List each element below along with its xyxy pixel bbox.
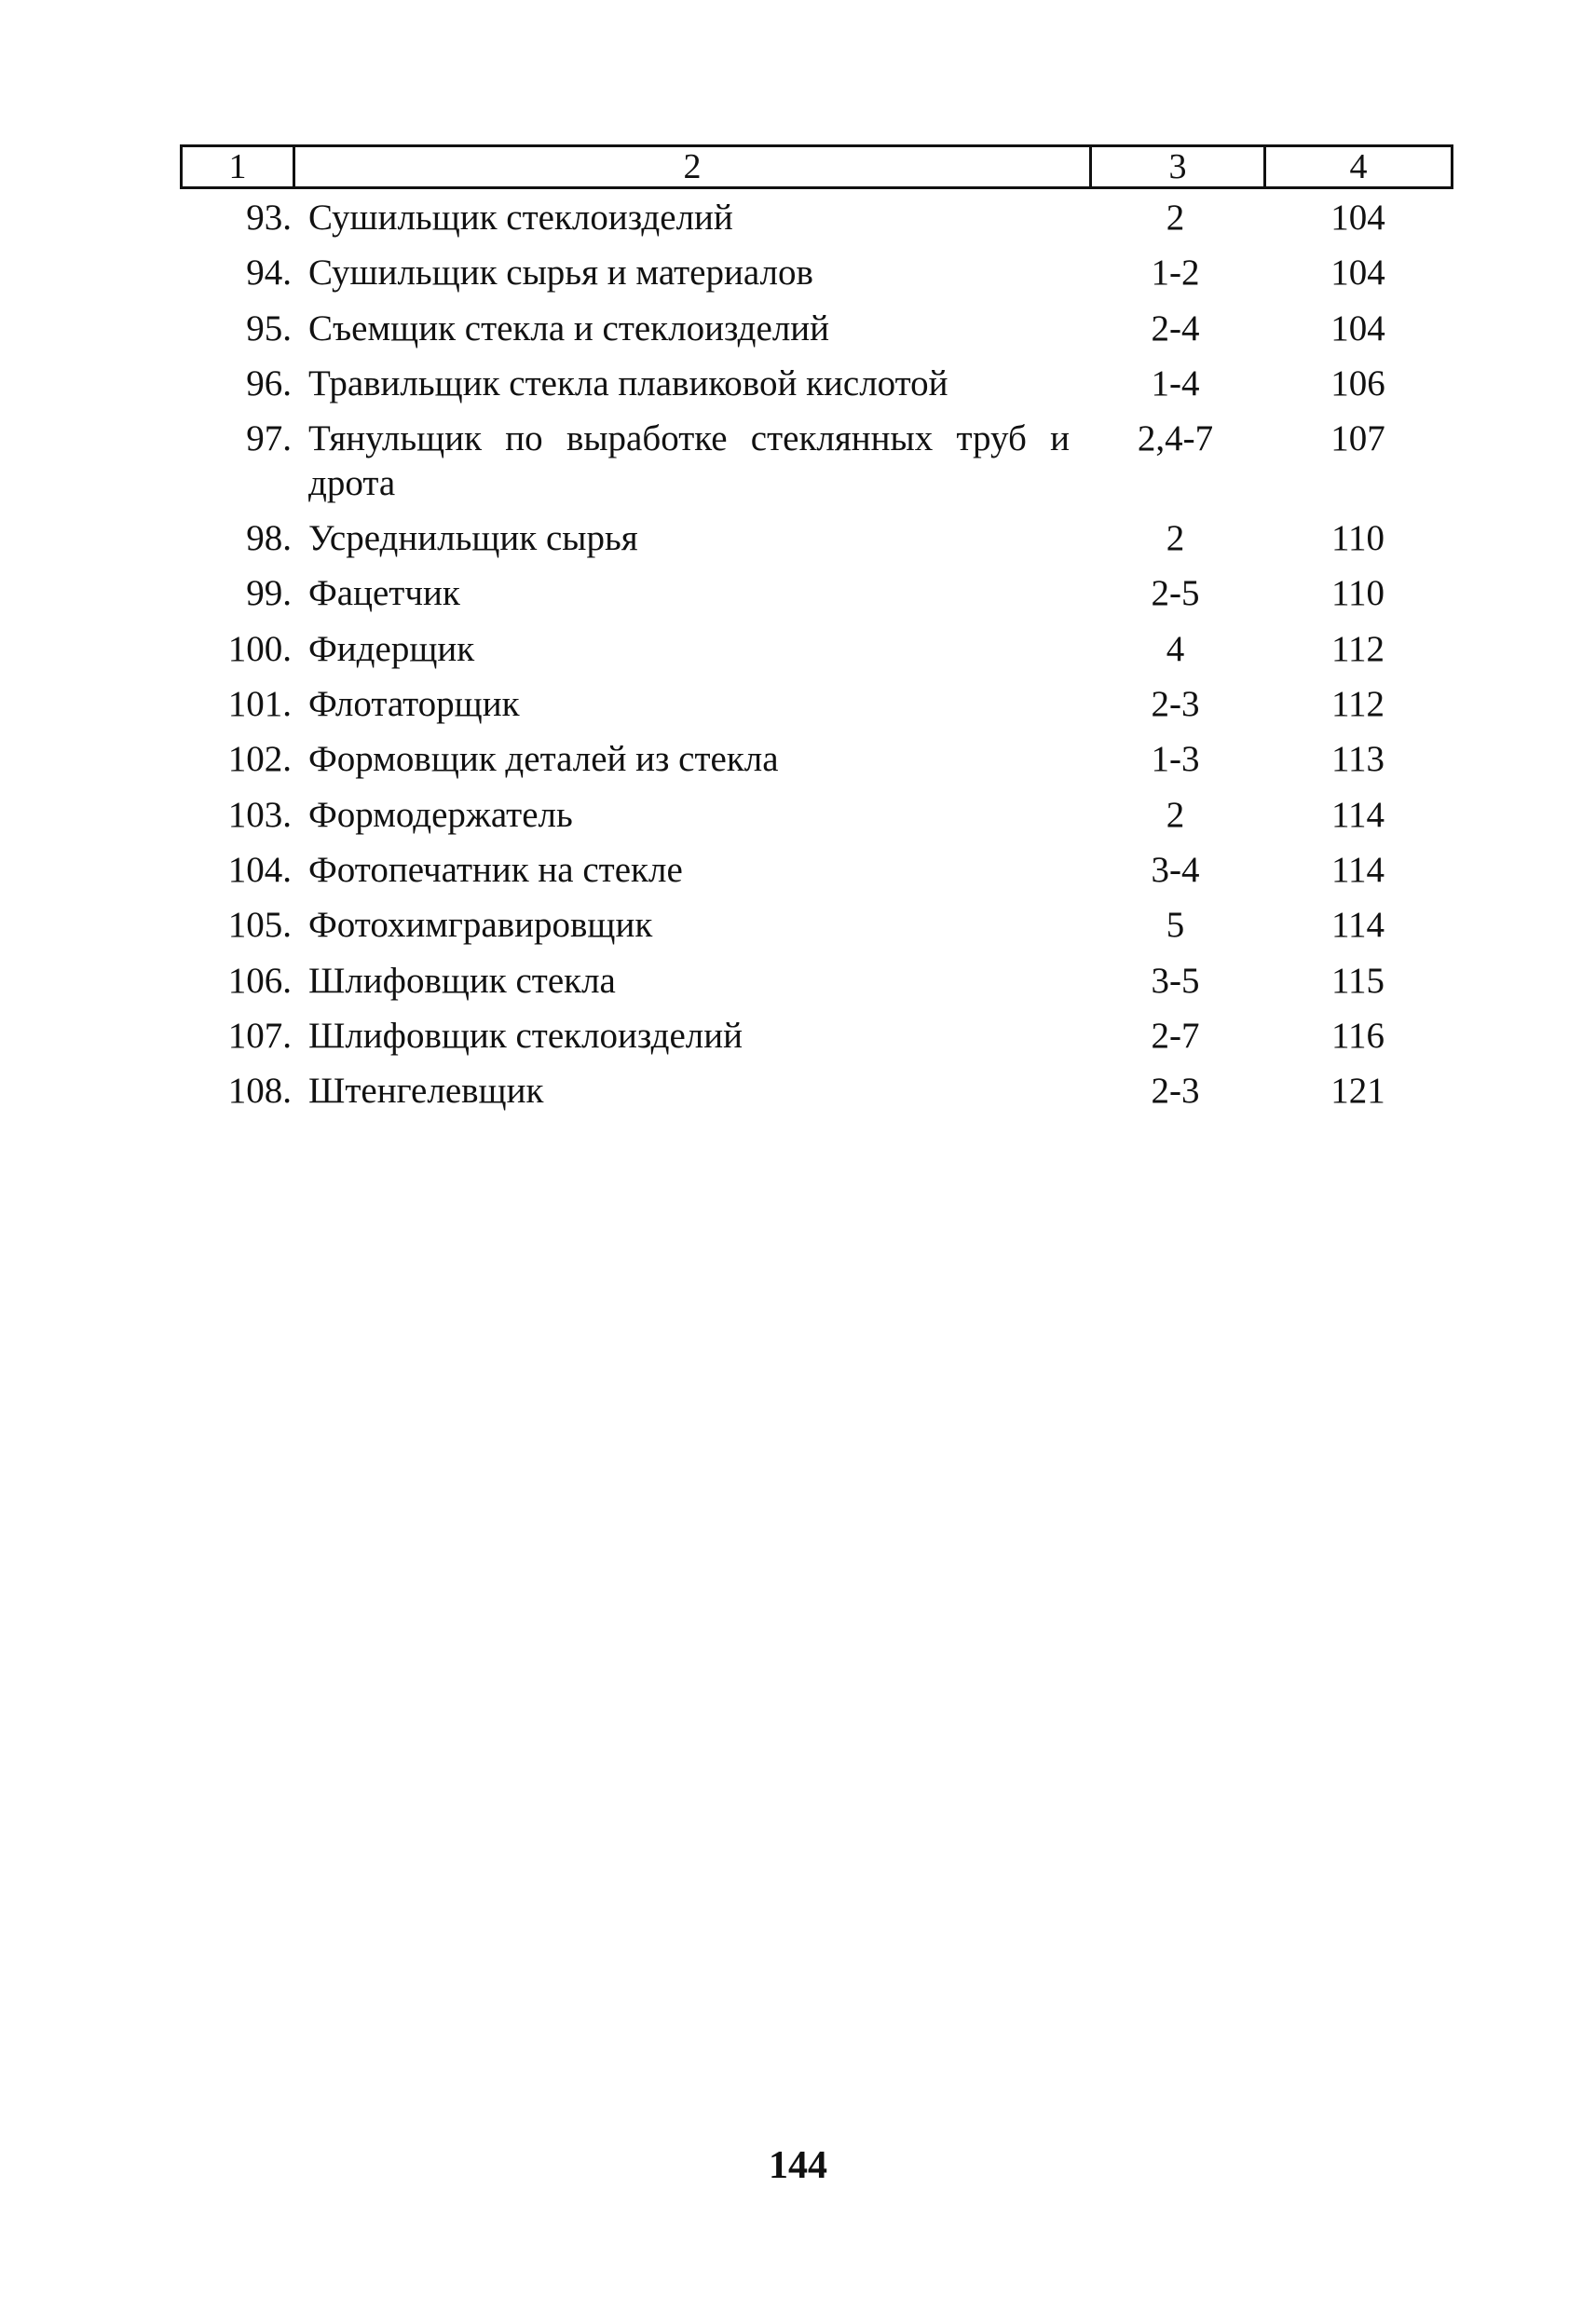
table-row (180, 903, 1453, 958)
table-body (180, 196, 1453, 1124)
row-number: 100. (227, 628, 292, 669)
page-reference: 107 (1330, 418, 1385, 459)
table-row (180, 362, 1453, 417)
row-number: 108. (227, 1071, 292, 1112)
category-range: 2-7 (1151, 1015, 1200, 1056)
table-row (180, 682, 1453, 737)
category-range: 2 (1166, 794, 1185, 835)
page-reference: 114 (1330, 794, 1385, 835)
profession-name: Флотаторщик (308, 684, 520, 725)
page-reference: 104 (1330, 308, 1385, 349)
profession-name: Фидерщик (308, 628, 475, 669)
profession-name: Фацетчик (308, 573, 460, 614)
profession-name: Фотохимгравировщик (308, 905, 653, 946)
page-reference: 121 (1330, 1071, 1385, 1112)
page-reference: 116 (1330, 1015, 1385, 1056)
table-row (180, 1014, 1453, 1069)
category-range: 5 (1166, 905, 1185, 946)
page-reference: 112 (1330, 628, 1385, 669)
table-row (180, 571, 1453, 626)
profession-name: Съемщик стекла и стеклоизделий (308, 308, 830, 349)
page-reference: 104 (1330, 198, 1385, 238)
table-row (180, 1069, 1453, 1124)
category-range: 2-4 (1151, 308, 1200, 349)
page-number: 144 (769, 2144, 827, 2187)
row-number: 107. (227, 1015, 292, 1056)
row-number: 102. (227, 739, 292, 780)
page-reference: 115 (1330, 960, 1385, 1001)
row-number: 106. (227, 960, 292, 1001)
table-row (180, 516, 1453, 571)
profession-name: Фотопечатник на стекле (308, 849, 683, 890)
category-range: 3-4 (1151, 849, 1200, 890)
profession-name: Усреднильщик сырья (308, 518, 638, 559)
category-range: 2-3 (1151, 1071, 1200, 1112)
row-number: 98. (246, 518, 292, 559)
page-reference: 110 (1330, 518, 1385, 559)
row-number: 95. (246, 308, 292, 349)
profession-name: Сушильщик стеклоизделий (308, 198, 733, 238)
profession-name: Травильщик стекла плавиковой кислотой (308, 362, 948, 403)
page-reference: 112 (1330, 684, 1385, 725)
page-reference: 113 (1330, 739, 1385, 780)
table-row (180, 307, 1453, 362)
category-range: 2 (1166, 198, 1185, 238)
row-number: 105. (227, 905, 292, 946)
header-cell-2: 2 (295, 147, 1092, 186)
category-range: 1-4 (1151, 362, 1200, 403)
table-row (180, 793, 1453, 848)
category-range: 4 (1166, 628, 1185, 669)
category-range: 1-2 (1151, 253, 1200, 294)
row-number: 93. (246, 198, 292, 238)
row-number: 97. (246, 418, 292, 459)
row-number: 96. (246, 362, 292, 403)
page-reference: 106 (1330, 362, 1385, 403)
row-number: 101. (227, 684, 292, 725)
header-cell-3: 3 (1092, 147, 1266, 186)
profession-name: Тянульщик по выработке стеклянных труб и дрота (308, 418, 1070, 504)
profession-name: Шлифовщик стекла (308, 960, 616, 1001)
table-row (180, 196, 1453, 251)
row-number: 104. (227, 849, 292, 890)
profession-name: Сушильщик сырья и материалов (308, 253, 813, 294)
category-range: 2 (1166, 518, 1185, 559)
category-range: 2-3 (1151, 684, 1200, 725)
category-range: 2-5 (1151, 573, 1200, 614)
page-reference: 114 (1330, 849, 1385, 890)
table-row (180, 737, 1453, 792)
row-number: 94. (246, 253, 292, 294)
row-number: 103. (227, 794, 292, 835)
profession-name: Формодержатель (308, 794, 573, 835)
page-reference: 114 (1330, 905, 1385, 946)
row-number: 99. (246, 573, 292, 614)
category-range: 2,4-7 (1137, 418, 1214, 459)
table-row (180, 251, 1453, 306)
category-range: 1-3 (1151, 739, 1200, 780)
table-row (180, 848, 1453, 903)
table-row (180, 627, 1453, 682)
table-header (180, 144, 1453, 189)
header-cell-1: 1 (183, 147, 295, 186)
profession-name: Шлифовщик стеклоизделий (308, 1015, 743, 1056)
table-row (180, 959, 1453, 1014)
profession-name: Формовщик деталей из стекла (308, 739, 779, 780)
category-range: 3-5 (1151, 960, 1200, 1001)
page-reference: 104 (1330, 253, 1385, 294)
table-row (180, 417, 1453, 516)
page-reference: 110 (1330, 573, 1385, 614)
profession-name: Штенгелевщик (308, 1071, 544, 1112)
header-cell-4: 4 (1349, 147, 1368, 186)
